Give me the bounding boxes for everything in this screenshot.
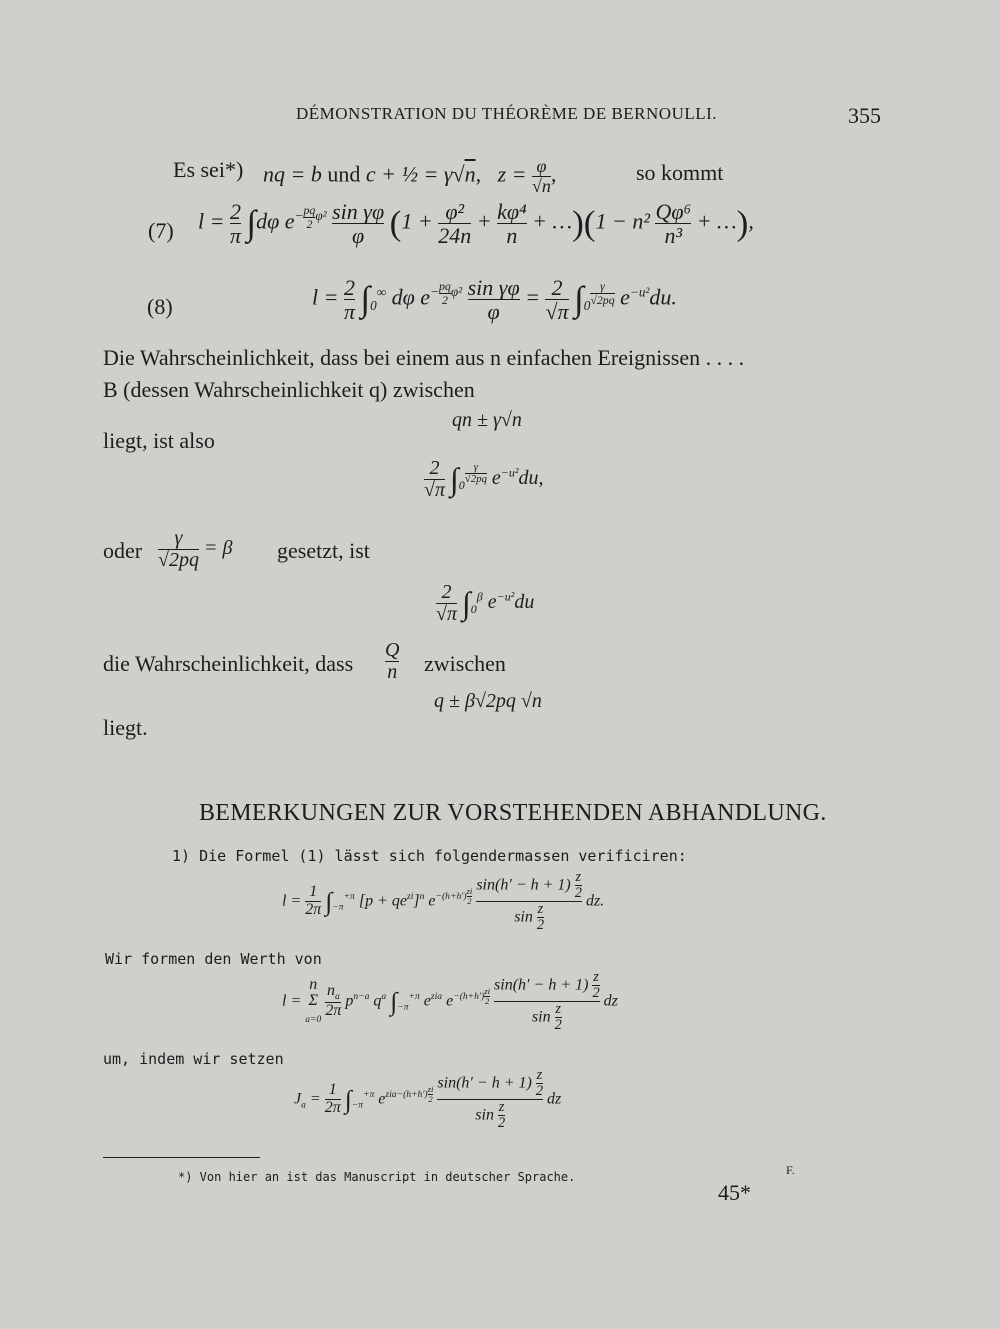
formula-ja: $J_a$ = $\frac{1}{2\pi}$ $\int_{-\pi}^{+\pi}$ $e^{zia-(h+h') \frac{zi}{2}}$ sin(h′ − h + 1) $\frac{z}{2}$ sin $\frac{z}{2}$ dz (294, 1067, 562, 1132)
footnote: *) Von hier an ist das Manuscript in deutscher Sprache. (178, 1170, 576, 1184)
liegt-ist-also: liegt, ist also (103, 428, 215, 453)
eq7-label: (7) (148, 218, 174, 243)
running-title: DÉMONSTRATION DU THÉORÈME DE BERNOULLI. (296, 104, 718, 123)
wir-formen: Wir formen den Werth von (105, 950, 322, 968)
formula-l-sum: l = n Σ a=0 $\frac{n_a}{2\pi}$ $p^{n-a}$ $q^a$ $\int_{-\pi}^{+\pi}$ $e^{zia}$ $e^{-(h+h') \frac{zi}{2}}$ sin(h′ − h + 1) $\frac{z}{2}$ sin $\frac{z}{2}$ dz (282, 969, 618, 1034)
integral-result-1: $\frac{2}{√\pi}$ $\int_0$ $^{\frac{\gamma}{√2pq}}$ $e^{-u^2}du$, (424, 457, 544, 501)
um-indem: um, indem wir setzen (103, 1050, 284, 1068)
es-sei: Es sei*) (173, 157, 244, 182)
so-kommt: so kommt (636, 160, 724, 185)
interval-qn: qn ± γ√n (452, 409, 522, 431)
oder-label: oder (103, 538, 143, 563)
paragraph-line-1: Die Wahrscheinlichkeit, dass bei einem aus n einfachen Ereignissen . . . . (103, 345, 745, 370)
zwischen-label: zwischen (424, 651, 506, 676)
beta-definition: $\frac{\gamma}{√2pq}$ = β (158, 527, 233, 571)
integral-result-2: $\frac{2}{√\pi}$ $\int_0^\beta$ $e^{-u^2}du$ (436, 581, 535, 625)
paragraph-line-2: B (dessen Wahrscheinlichkeit q) zwischen (103, 377, 475, 402)
footnote-rule (103, 1157, 260, 1158)
definition-expression: nq = b und c + ½ = γ√n, z = $\frac{\varphi}{√n}$ , (263, 156, 557, 196)
equation-8: l = $\frac{2}{\pi}$ $\int_0^\infty$ dφ $e^{- \frac{pq}{2} \varphi^2}$ $\frac{\text{sin γφ}}{\varphi}$ = $\frac{2}{√\pi}$ $\int_0$ $^{\frac{\gamma}{√2pq}}$ $e^{-u^2}du$. (312, 275, 677, 325)
section-title: BEMERKUNGEN ZUR VORSTEHENDEN ABHANDLUNG. (199, 800, 827, 826)
interval-q-beta: q ± β√2pq √n (434, 690, 542, 712)
liegt-label: liegt. (103, 715, 148, 740)
gesetzt-ist: gesetzt, ist (277, 538, 370, 563)
probability-text: die Wahrscheinlichkeit, dass (103, 651, 354, 676)
q-over-n: $\frac{Q}{n}$ (385, 639, 400, 683)
page-number: 355 (848, 103, 881, 128)
signature-mark: 45* (718, 1180, 751, 1205)
equation-7: l = $\frac{2}{\pi}$ ∫dφ $e^{- \frac{pq}{2} \varphi^2}$ $\frac{\text{sin γφ}}{\varphi}$ (1 + $\frac{\text{φ²}}{24n}$ + $\frac{\text{kφ⁴}}{n}$ + …)(1 − n² $\frac{\text{Qφ⁶}}{\text{n³}}$ + …), (198, 199, 754, 249)
initial-f: F. (786, 1163, 795, 1177)
eq8-label: (8) (147, 294, 173, 319)
formula-l: l = $\frac{1}{2\pi}$ $\int_{-\pi}^{+\pi}$ $[p + qe^{zi}]^n$ $e^{-(h+h') \frac{zi}{2}}$ sin(h′ − h + 1) $\frac{z}{2}$ sin $\frac{z}{2}$ dz. (282, 869, 605, 934)
item-1-text: 1) Die Formel (1) lässt sich folgendermassen verificiren: (172, 847, 687, 865)
